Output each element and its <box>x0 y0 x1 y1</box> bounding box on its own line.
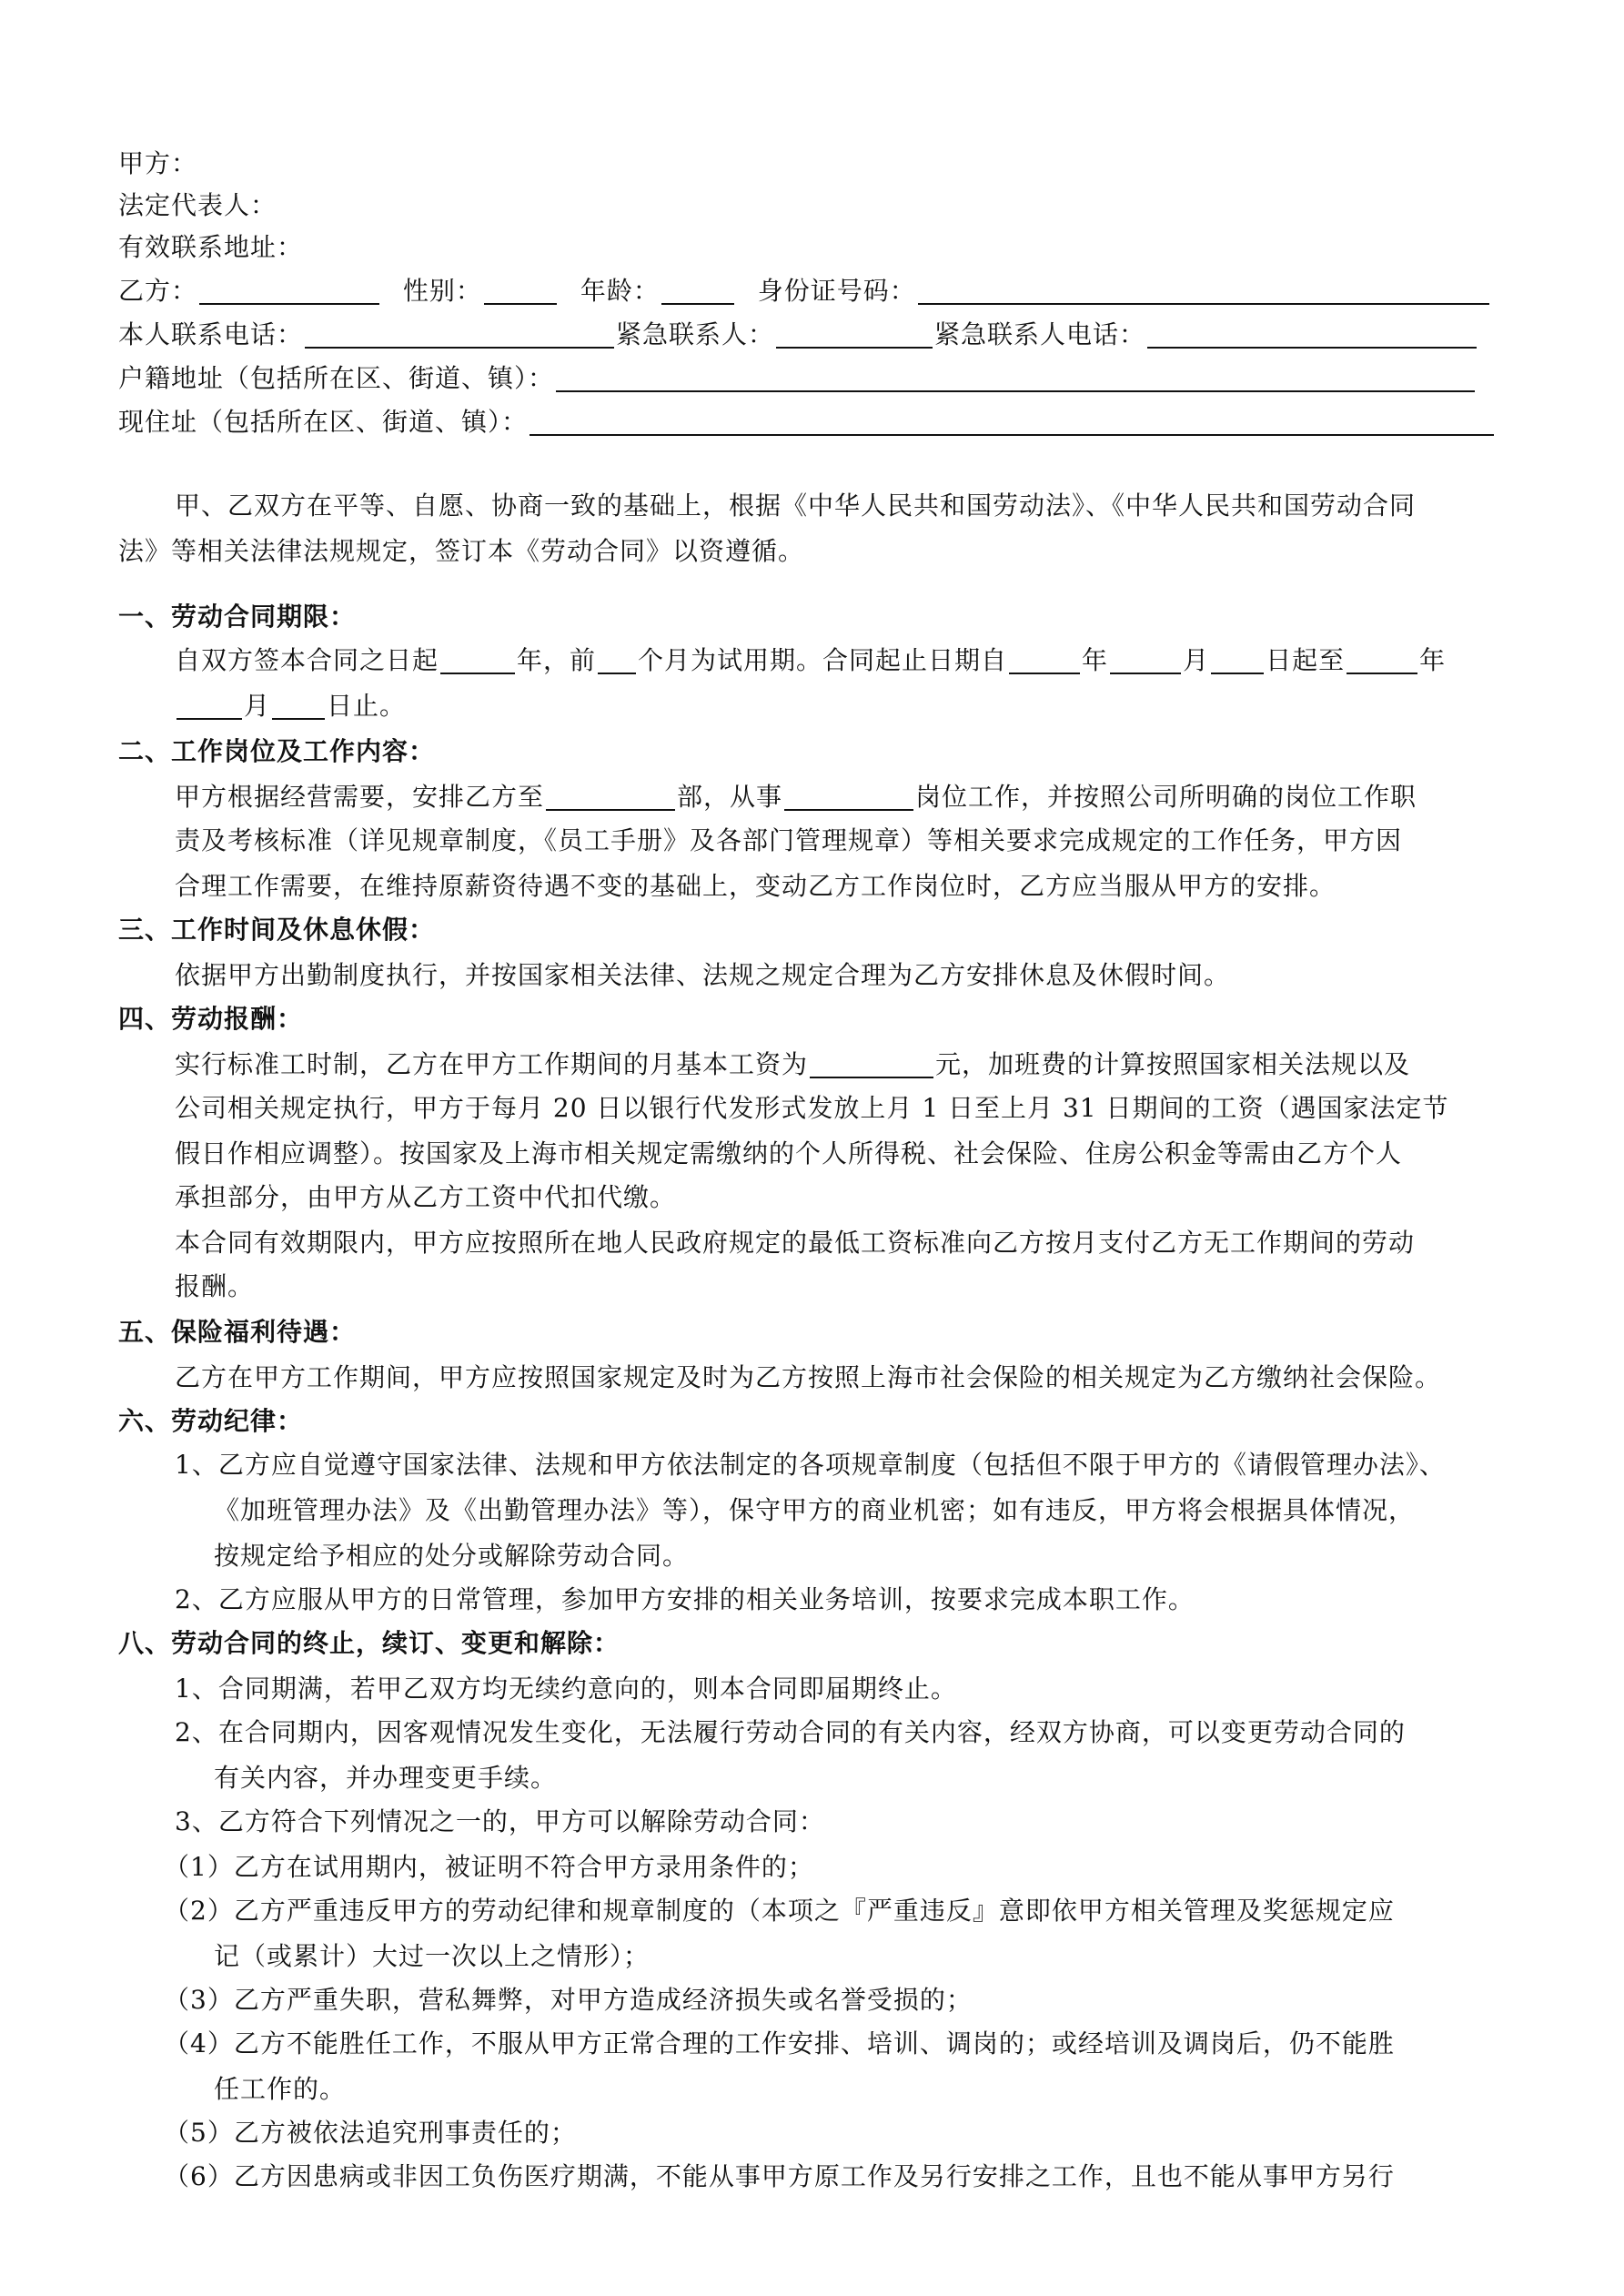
end-day-blank[interactable] <box>272 693 325 720</box>
section-8-clause-4-line-1: （4）乙方不能胜任工作，不服从甲方正常合理的工作安排、培训、调岗的；或经培训及调岗后，仍不能胜 <box>164 2028 1395 2058</box>
section-4-line-2: 公司相关规定执行，甲方于每月 20 日以银行代发形式发放上月 1 日至上月 31 日期间的工资（遇国家法定节 <box>175 1093 1449 1123</box>
preamble-line-1: 甲、乙双方在平等、自愿、协商一致的基础上，根据《中华人民共和国劳动法》、《中华人民共和国劳动合同 <box>175 491 1417 521</box>
section-8-item-3: 3、乙方符合下列情况之一的，甲方可以解除劳动合同： <box>175 1806 825 1836</box>
section-8-clause-3: （3）乙方严重失职，营私舞弊，对甲方造成经济损失或名誉受损的； <box>164 1985 973 2015</box>
section-4-line-4: 承担部分，由甲方从乙方工资中代扣代缴。 <box>175 1182 677 1212</box>
phone-label: 本人联系电话： <box>118 319 304 349</box>
probation-months-blank[interactable] <box>598 647 636 674</box>
section-8-clause-1: （1）乙方在试用期内，被证明不符合甲方录用条件的； <box>164 1852 814 1882</box>
age-label: 年龄： <box>580 276 660 306</box>
section-4-line-5: 本合同有效期限内，甲方应按照所在地人民政府规定的最低工资标准向乙方按月支付乙方无工作期间的劳动 <box>175 1228 1416 1258</box>
emergency-contact-label: 紧急联系人： <box>616 319 775 349</box>
section-8-item-2-line-1: 2、在合同期内，因客观情况发生变化，无法履行劳动合同的有关内容，经双方协商，可以变更劳动合同的 <box>175 1717 1406 1747</box>
section-8-clause-6: （6）乙方因患病或非因工负伤医疗期满，不能从事甲方原工作及另行安排之工作，且也不能从事甲方另行 <box>164 2161 1395 2191</box>
s1-text-2: 年，前 <box>517 645 597 675</box>
id-number-blank[interactable] <box>918 278 1489 305</box>
section-8-clause-2-line-2: 记（或累计）大过一次以上之情形）； <box>214 1941 651 1971</box>
id-number-label: 身份证号码： <box>757 276 916 306</box>
s1-text-7: 年 <box>1419 645 1447 675</box>
party-b-blank[interactable] <box>199 278 379 305</box>
section-5-line-1: 乙方在甲方工作期间，甲方应按照国家规定及时为乙方按照上海市社会保险的相关规定为乙方缴纳社会保险。 <box>175 1362 1442 1392</box>
section-8-clause-5: （5）乙方被依法追究刑事责任的； <box>164 2118 577 2148</box>
age-blank[interactable] <box>661 278 734 305</box>
end-month-blank[interactable] <box>177 693 242 720</box>
s1-text-4: 年 <box>1082 645 1109 675</box>
party-b-label: 乙方： <box>118 276 198 306</box>
section-1-title: 一、劳动合同期限： <box>118 602 357 632</box>
end-year-blank[interactable] <box>1347 647 1417 674</box>
s4-text-2: 元，加班费的计算按照国家相关法规以及 <box>935 1049 1411 1079</box>
hukou-address-label: 户籍地址（包括所在区、街道、镇）： <box>118 363 555 393</box>
section-8-item-1: 1、合同期满，若甲乙双方均无续约意向的，则本合同即届期终止。 <box>175 1674 957 1704</box>
section-6-item-1-line-3: 按规定给予相应的处分或解除劳动合同。 <box>214 1541 690 1571</box>
s1-text-5: 月 <box>1183 645 1210 675</box>
emergency-phone-blank[interactable] <box>1147 321 1477 349</box>
section-2-line-3: 合理工作需要，在维持原薪资待遇不变的基础上，变动乙方工作岗位时，乙方应当服从甲方的安排。 <box>175 871 1337 901</box>
current-address-label: 现住址（包括所在区、街道、镇）： <box>118 407 529 437</box>
s1-text-8: 月 <box>244 691 271 721</box>
s2-text-3: 岗位工作，并按照公司所明确的岗位工作职 <box>915 782 1417 812</box>
start-year-blank[interactable] <box>1009 647 1080 674</box>
section-8-title: 八、劳动合同的终止，续订、变更和解除： <box>118 1628 620 1658</box>
section-8-clause-4-line-2: 任工作的。 <box>214 2074 347 2104</box>
section-5-title: 五、保险福利待遇： <box>118 1317 357 1347</box>
term-years-blank[interactable] <box>440 647 515 674</box>
s1-text-3: 个月为试用期。合同起止日期自 <box>638 645 1008 675</box>
phone-blank[interactable] <box>305 321 614 349</box>
section-6-item-1-line-1: 1、乙方应自觉遵守国家法律、法规和甲方依法制定的各项规章制度（包括但不限于甲方的《请假管理办法》、 <box>175 1450 1446 1480</box>
section-4-line-6: 报酬。 <box>175 1271 255 1301</box>
start-month-blank[interactable] <box>1110 647 1181 674</box>
section-4-line-3: 假日作相应调整）。按国家及上海市相关规定需缴纳的个人所得税、社会保险、住房公积金等需由乙方个人 <box>175 1138 1403 1168</box>
gender-blank[interactable] <box>484 278 557 305</box>
section-2-line-1 <box>175 779 1417 815</box>
hukou-row <box>118 360 1477 397</box>
gender-label: 性别： <box>402 276 482 306</box>
s1-text-6: 日起至 <box>1266 645 1346 675</box>
section-8-clause-2-line-1: （2）乙方严重违反甲方的劳动纪律和规章制度的（本项之『严重违反』意即依甲方相关管理及奖惩规定应 <box>164 1896 1395 1926</box>
section-6-title: 六、劳动纪律： <box>118 1406 304 1436</box>
preamble-line-2: 法》等相关法律法规规定，签订本《劳动合同》以资遵循。 <box>118 536 805 566</box>
salary-blank[interactable] <box>810 1051 933 1078</box>
section-3-title: 三、工作时间及休息休假： <box>118 915 436 945</box>
section-3-line-1: 依据甲方出勤制度执行，并按国家相关法律、法规之规定合理为乙方安排休息及休假时间。 <box>175 960 1231 990</box>
phone-row <box>118 317 1478 353</box>
party-b-row <box>118 273 1491 309</box>
section-6-item-1-line-2: 《加班管理办法》及《出勤管理办法》等），保守甲方的商业机密；如有违反，甲方将会根据具体情况， <box>214 1495 1416 1525</box>
contact-address-label: 有效联系地址： <box>118 232 304 262</box>
section-1-line-2 <box>175 688 406 724</box>
section-1-line-1 <box>175 642 1446 679</box>
section-2-line-2: 责及考核标准（详见规章制度，《员工手册》及各部门管理规章）等相关要求完成规定的工作任务，甲方因 <box>175 825 1403 855</box>
emergency-contact-blank[interactable] <box>776 321 933 349</box>
position-blank[interactable] <box>784 784 913 811</box>
s2-text-2: 部，从事 <box>677 782 783 812</box>
s1-text-1: 自双方签本合同之日起 <box>175 645 439 675</box>
section-2-title: 二、工作岗位及工作内容： <box>118 736 436 766</box>
section-6-item-2: 2、乙方应服从甲方的日常管理，参加甲方安排的相关业务培训，按要求完成本职工作。 <box>175 1584 1195 1614</box>
section-4-line-1 <box>175 1047 1410 1083</box>
section-8-item-2-line-2: 有关内容，并办理变更手续。 <box>214 1763 558 1793</box>
legal-rep-label: 法定代表人： <box>118 190 277 220</box>
current-address-row <box>118 404 1496 440</box>
s2-text-1: 甲方根据经营需要，安排乙方至 <box>175 782 545 812</box>
department-blank[interactable] <box>546 784 675 811</box>
emergency-phone-label: 紧急联系人电话： <box>934 319 1146 349</box>
s1-text-9: 日止。 <box>327 691 407 721</box>
start-day-blank[interactable] <box>1211 647 1264 674</box>
section-4-title: 四、劳动报酬： <box>118 1004 304 1034</box>
s4-text-1: 实行标准工时制，乙方在甲方工作期间的月基本工资为 <box>175 1049 809 1079</box>
hukou-address-blank[interactable] <box>556 365 1475 392</box>
party-a-label: 甲方： <box>118 148 198 178</box>
current-address-blank[interactable] <box>530 409 1494 436</box>
